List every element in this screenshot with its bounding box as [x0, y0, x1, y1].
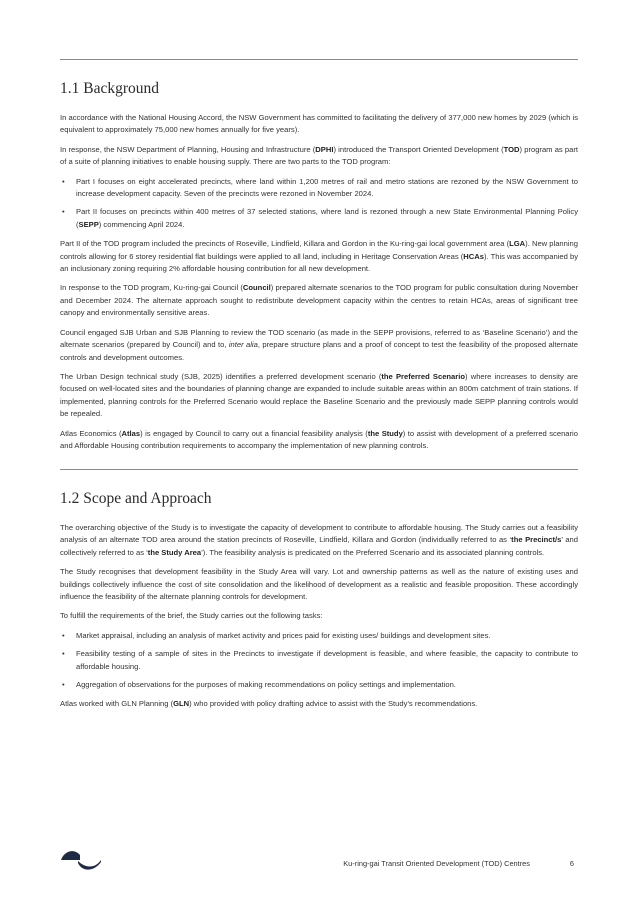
bullet-list — [60, 630, 578, 692]
top-divider — [60, 59, 578, 60]
bullet-list — [60, 176, 578, 232]
paragraph: In response, the NSW Department of Planning, Housing and Infrastructure (DPHI) introduced the Transport Oriented Development (TOD) program as part of a suite of planning initiatives to enable housing supply. There are two parts to the TOD program: — [60, 144, 578, 167]
page-number: 6 — [569, 859, 574, 868]
paragraph: Atlas Economics (Atlas) is engaged by Council to carry out a financial feasibility analysis (the Study) to assist with development of a preferred scenario and Affordable Housing contribution requirements to accompany the implementation of new planning controls. — [60, 428, 578, 450]
list-item: • Feasibility testing of a sample of sites in the Precincts to investigate if development is feasible, and where feasible, the capacity to contribute to affordable housing. — [62, 649, 578, 671]
page-footer — [60, 848, 578, 878]
list-item: • Part I focuses on eight accelerated precincts, where land within 1,200 metres of rail and metro stations are rezoned by the NSW Government to increase development capacity. Seven of the precincts were rezoned in November 2024. — [62, 176, 578, 199]
paragraph: The overarching objective of the Study is to investigate the capacity of development to contribute to affordable housing. The Study carries out a feasibility analysis of an alternate TOD area around the station precincts of Roseville, Lindfield, Killara and Gordon (individually referred to as ‘the Precinct/s’ and collectively referred to as ‘the Study Area’). The feasibility analysis is predicated on the Preferred Scenario and its associated planning controls. — [60, 523, 578, 557]
section-title-scope: 1.2 Scope and Approach — [60, 490, 212, 507]
paragraph: The Study recognises that development feasibility in the Study Area will vary. Lot and ownership patterns as well as the nature of existing uses and buildings collectively influence the cost of site consolidation and the likelihood of development as a realistic and feasible proposition. These accordingly influence the feasibility of the alternate planning controls for development. — [60, 567, 578, 602]
footer-document-title: Ku-ring-gai Transit Oriented Development (TOD) Centres — [343, 859, 530, 868]
paragraph: In response to the TOD program, Ku-ring-gai Council (Council) prepared alternate scenarios to the TOD program for public consultation during November and December 2024. The alternate approach sought to redistribute development capacity within the centres to retain HCAs, areas of significant tree canopy and environmentally sensitive areas. — [60, 283, 578, 318]
scope-body — [60, 522, 578, 718]
section-title-background: 1.1 Background — [60, 80, 160, 97]
paragraph: In accordance with the National Housing Accord, the NSW Government has committed to facilitating the delivery of 377,000 new homes by 2029 (which is equivalent to approximately 75,000 new homes annually for five years). — [60, 113, 578, 135]
list-item: • Part II focuses on precincts within 400 metres of 37 selected stations, where land is rezoned through a new State Environmental Planning Policy (SEPP) commencing April 2024. — [62, 207, 578, 229]
paragraph: Atlas worked with GLN Planning (GLN) who provided with policy drafting advice to assist with the Study’s recommendations. — [60, 699, 478, 709]
paragraph: To fulfill the requirements of the brief, the Study carries out the following tasks: — [60, 611, 323, 621]
atlas-logo-icon — [60, 848, 102, 872]
paragraph: Part II of the TOD program included the precincts of Roseville, Lindfield, Killara and Gordon in the Ku-ring-gai local government area (LGA). New planning controls allowing for 6 storey residential flat buildings were applied to all land, including in Heritage Conservation Areas (HCAs). This was accompanied by an inclusionary zoning requiring 2% affordable housing contribution for all new development. — [60, 239, 579, 274]
list-item: • Aggregation of observations for the purposes of making recommendations on policy settings and implementation. — [62, 680, 456, 690]
paragraph: Council engaged SJB Urban and SJB Planning to review the TOD scenario (as made in the SEPP provisions, referred to as ‘Baseline Scenario’) and the alternate scenarios (prepared by Council) and to, inter alia, prepare structure plans and a proof of concept to test the feasibility of the proposed alternate controls and development outcomes. — [60, 327, 579, 362]
background-body — [60, 112, 578, 459]
paragraph: The Urban Design technical study (SJB, 2025) identifies a preferred development scenario (the Preferred Scenario) where increases to density are focused on well-located sites and the boundaries of planning change are expanded to include suitable areas within an 800m catchment of train stations. If implemented, planning controls for the Preferred Scenario would replace the Baseline Scenario and the previously made SEPP planning controls would be repealed. — [60, 371, 578, 419]
list-item: • Market appraisal, including an analysis of market activity and prices paid for existing uses/ buildings and development sites. — [62, 630, 491, 640]
section-divider — [60, 469, 578, 470]
